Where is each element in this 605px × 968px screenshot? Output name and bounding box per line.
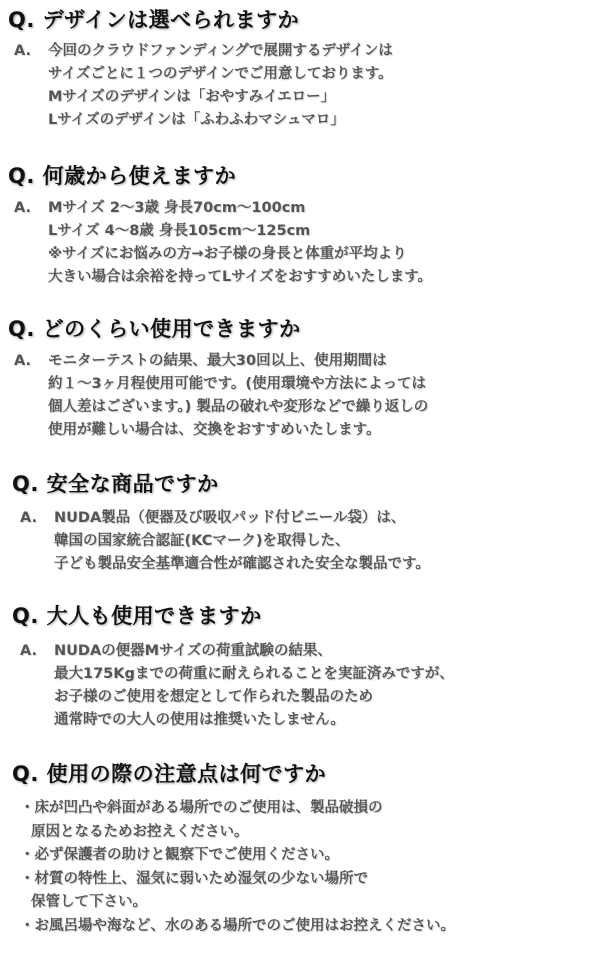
faq-precautions-list [20,797,455,938]
answer-line: 個人差はございます。) 製品の破れや変形などで繰り返しの [48,399,429,415]
precaution-item-continued: 保管して下さい。 [31,894,147,910]
faq-answer-usage [14,350,428,442]
answer-mark: A. [20,643,37,659]
answer-line: 使用が難しい場合は、交換をおすすめいたします。 [48,422,381,438]
faq-question-usage: Q. どのくらい使用できますか [8,317,301,341]
answer-line: 子ども製品安全基準適合性が確認された安全な製品です。 [54,556,430,572]
answer-mark: A. [14,200,31,216]
answer-line: 今回のクラウドファンディングで展開するデザインは [48,43,393,59]
answer-line: NUDAの便器Mサイズの荷重試験の結果、 [54,643,332,659]
answer-mark: A. [14,353,31,369]
answer-line: 韓国の国家統合認証(KCマーク)を取得した、 [54,533,350,549]
faq-question-age: Q. 何歳から使えますか [8,164,237,188]
answer-line: Mサイズ 2～3歳 身長70cm～100cm [48,200,306,216]
faq-question-precautions: Q. 使用の際の注意点は何ですか [12,762,327,786]
answer-line: お子様のご使用を想定として作られた製品のため [54,689,373,705]
faq-question-adult: Q. 大人も使用できますか [12,604,262,628]
answer-mark: A. [14,43,31,59]
answer-line: Lサイズのデザインは「ふわふわマシュマロ」 [48,112,345,128]
faq-question-safety: Q. 安全な商品ですか [12,472,219,496]
faq-answer-age [14,197,432,289]
answer-line: Mサイズのデザインは「おやすみイエロー」 [48,89,336,105]
answer-line: ※サイズにお悩みの方→お子様の身長と体重が平均より [48,246,407,262]
faq-answer-safety [20,507,430,576]
precaution-item: ・お風呂場や海など、水のある場所でのご使用はお控えください。 [20,917,455,934]
answer-line: 大きい場合は余裕を持ってLサイズをおすすめいたします。 [48,269,433,285]
precaution-item-continued: 原因となるためお控えください。 [31,823,249,840]
answer-line: モニターテストの結果、最大30回以上、使用期間は [48,353,387,369]
precaution-item: ・必ず保護者の助けと観察下でご使用ください。 [20,847,339,863]
faq-question-design: Q. デザインは選べられますか [8,8,300,32]
answer-line: Lサイズ 4～8歳 身長105cm～125cm [48,223,311,239]
answer-line: サイズごとに１つのデザインでご用意しております。 [48,66,393,82]
precaution-item: ・材質の特性上、湿気に弱いため湿気の少ない場所で [20,870,368,887]
answer-line: 約１～3ヶ月程使用可能です。(使用環境や方法によっては [48,376,427,392]
answer-line: NUDA製品（便器及び吸収パッド付ビニール袋）は、 [54,510,406,526]
faq-answer-adult [20,640,454,732]
faq-answer-design [14,40,393,132]
answer-line: 通常時での大人の使用は推奨いたしません。 [54,712,345,728]
precaution-item: ・床が凹凸や斜面がある場所でのご使用は、製品破損の [20,800,383,816]
answer-mark: A. [20,510,37,526]
answer-line: 最大175Kgまでの荷重に耐えられることを実証済みですが、 [54,666,454,682]
